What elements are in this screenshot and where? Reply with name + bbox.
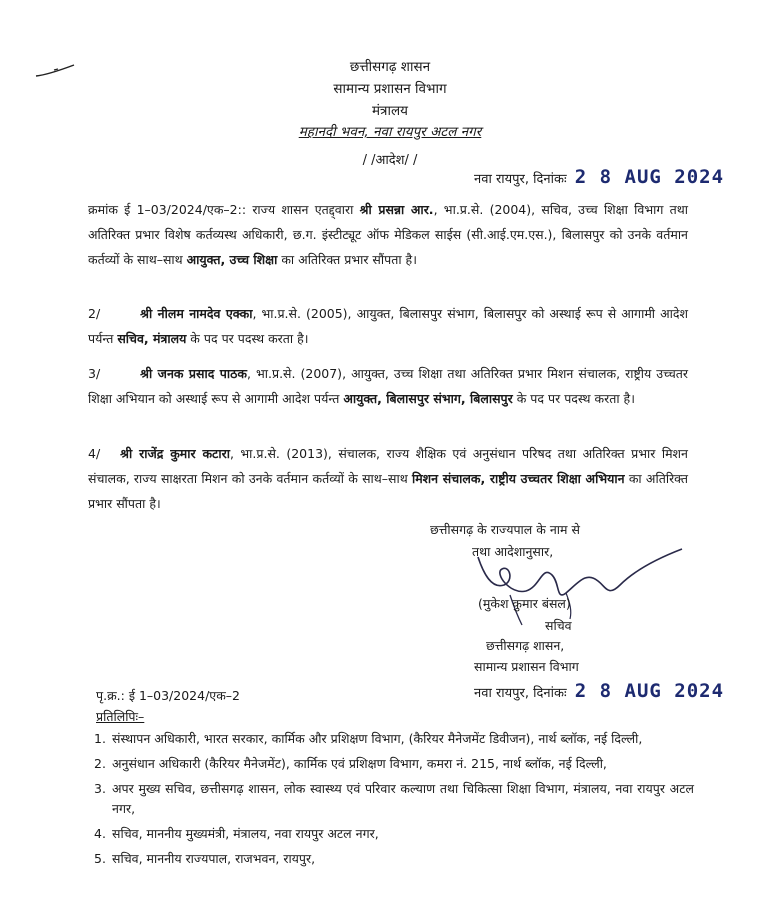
copy-heading: प्रतिलिपिः– bbox=[96, 709, 145, 724]
list-item-text: संस्थापन अधिकारी, भारत सरकार, कार्मिक और प्रशिक्षण विभाग, (कैरियर मैनेजमेंट डिवीजन), नार्थ ब्लॉक, नई दिल्ली, bbox=[112, 731, 643, 746]
endorsement-date bbox=[474, 678, 724, 707]
list-item bbox=[94, 824, 694, 844]
p1-suffix: का अतिरिक्त प्रभार सौंपता है। bbox=[277, 252, 417, 267]
list-item bbox=[94, 849, 694, 869]
signatory-dept: सामान्य प्रशासन विभाग bbox=[474, 659, 579, 674]
p3-post: आयुक्त, बिलासपुर संभाग, बिलासपुर bbox=[343, 391, 513, 406]
endorsement-date-stamp: 2 8 AUG 2024 bbox=[574, 680, 725, 702]
p1-mid: , भा.प्र.से. (2004), सचिव, उच्च शिक्षा विभाग तथा अतिरिक्त प्रभार विशेष कर्तव्यस्थ अधिकारी, छ.ग. इंस्टीट्यूट ऑफ मेडिकल साईस (सी.आई.एम.एस.), बिलासपुर को उनके वर्तमान कर्तव्यों के साथ–साथ bbox=[88, 202, 689, 267]
signatory-name: (मुकेश कुमार बंसल) bbox=[478, 596, 571, 611]
p4-num: 4/ bbox=[88, 446, 101, 461]
list-item-text: अपर मुख्य सचिव, छत्तीसगढ़ शासन, लोक स्वास्थ्य एवं परिवार कल्याण तथा चिकित्सा शिक्षा विभाग, मंत्रालय, नवा रायपुर अटल नगर, bbox=[112, 781, 694, 816]
p1-name: श्री प्रसन्ना आर. bbox=[359, 202, 434, 217]
signatory-designation: सचिव bbox=[545, 618, 572, 633]
list-item-text: सचिव, माननीय राज्यपाल, राजभवन, रायपुर, bbox=[112, 851, 316, 866]
handwritten-signature bbox=[470, 545, 690, 630]
list-item bbox=[94, 754, 694, 774]
list-item bbox=[94, 779, 694, 819]
p2-post: सचिव, मंत्रालय bbox=[117, 331, 187, 346]
paragraph-1 bbox=[88, 197, 688, 272]
paragraph-4 bbox=[88, 441, 688, 516]
list-item-text: अनुसंधान अधिकारी (कैरियर मैनेजमेंट), कार्मिक एवं प्रशिक्षण विभाग, कमरा नं. 215, नार्थ ब्लॉक, नई दिल्ली, bbox=[112, 756, 607, 771]
paragraph-3 bbox=[88, 361, 688, 411]
list-item bbox=[94, 729, 694, 749]
p2-suffix: के पद पर पदस्थ करता है। bbox=[186, 331, 309, 346]
header-govt: छत्तीसगढ़ शासन bbox=[349, 59, 431, 75]
endorsement-ref: पृ.क्र.: ई 1–03/2024/एक–2 bbox=[96, 688, 241, 703]
header-address bbox=[180, 121, 600, 143]
signatory-govt: छत्तीसगढ़ शासन, bbox=[486, 638, 565, 653]
list-item-number: 2. bbox=[94, 756, 106, 771]
header-dept: सामान्य प्रशासन विभाग bbox=[333, 81, 447, 97]
p4-post: मिशन संचालक, राष्ट्रीय उच्चतर शिक्षा अभियान bbox=[411, 471, 625, 486]
list-item-number: 5. bbox=[94, 851, 106, 866]
list-item-number: 4. bbox=[94, 826, 106, 841]
date-label: नवा रायपुर, दिनांकः bbox=[474, 172, 567, 187]
p2-num: 2/ bbox=[88, 306, 101, 321]
p1-prefix: क्रमांक ई 1–03/2024/एक–2:: राज्य शासन एतद्द्वारा bbox=[88, 202, 360, 217]
endorsement-date-label: नवा रायपुर, दिनांकः bbox=[474, 686, 567, 701]
list-item-number: 1. bbox=[94, 731, 106, 746]
date-stamp: 2 8 AUG 2024 bbox=[574, 166, 725, 188]
date-line bbox=[474, 164, 724, 193]
list-item-number: 3. bbox=[94, 781, 106, 796]
p2-mid: , भा.प्र.से. (2005), आयुक्त, बिलासपुर संभाग, बिलासपुर को अस्थाई रूप से आगामी आदेश पर्यन्त bbox=[88, 306, 688, 346]
copy-list bbox=[94, 729, 694, 874]
pen-mark bbox=[34, 62, 78, 82]
header-address-text: महानदी भवन, नवा रायपुर अटल नगर bbox=[298, 124, 482, 140]
p3-num: 3/ bbox=[88, 366, 101, 381]
p3-suffix: के पद पर पदस्थ करता है। bbox=[512, 391, 635, 406]
p3-mid: , भा.प्र.से. (2007), आयुक्त, उच्च शिक्षा तथा अतिरिक्त प्रभार मिशन संचालक, राष्ट्रीय उच्चतर शिक्षा अभियान को अस्थाई रूप से आगामी आदेश पर्यन्त bbox=[88, 366, 689, 406]
signature-line-2: तथा आदेशानुसार, bbox=[472, 544, 554, 559]
signature-line-1: छत्तीसगढ़ के राज्यपाल के नाम से bbox=[430, 522, 580, 537]
header-ministry: मंत्रालय bbox=[371, 103, 408, 119]
p4-suffix: का अतिरिक्त प्रभार सौंपता है। bbox=[88, 471, 689, 511]
list-item-text: सचिव, माननीय मुख्यमंत्री, मंत्रालय, नवा रायपुर अटल नगर, bbox=[112, 826, 379, 841]
p2-name: श्री नीलम नामदेव एक्का bbox=[140, 306, 253, 321]
p4-name: श्री राजेंद्र कुमार कटारा bbox=[120, 446, 230, 461]
p1-post: आयुक्त, उच्च शिक्षा bbox=[186, 252, 278, 267]
p4-mid: , भा.प्र.से. (2013), संचालक, राज्य शैक्षिक एवं अनुसंधान परिषद तथा अतिरिक्त प्रभार मिशन संचालक, राज्य साक्षरता मिशन को उनके वर्तमान कर्तव्यों के साथ–साथ bbox=[88, 446, 688, 486]
p3-name: श्री जनक प्रसाद पाठक bbox=[140, 366, 247, 381]
order-title: / /आदेश/ / bbox=[362, 153, 418, 168]
paragraph-2 bbox=[88, 301, 688, 351]
